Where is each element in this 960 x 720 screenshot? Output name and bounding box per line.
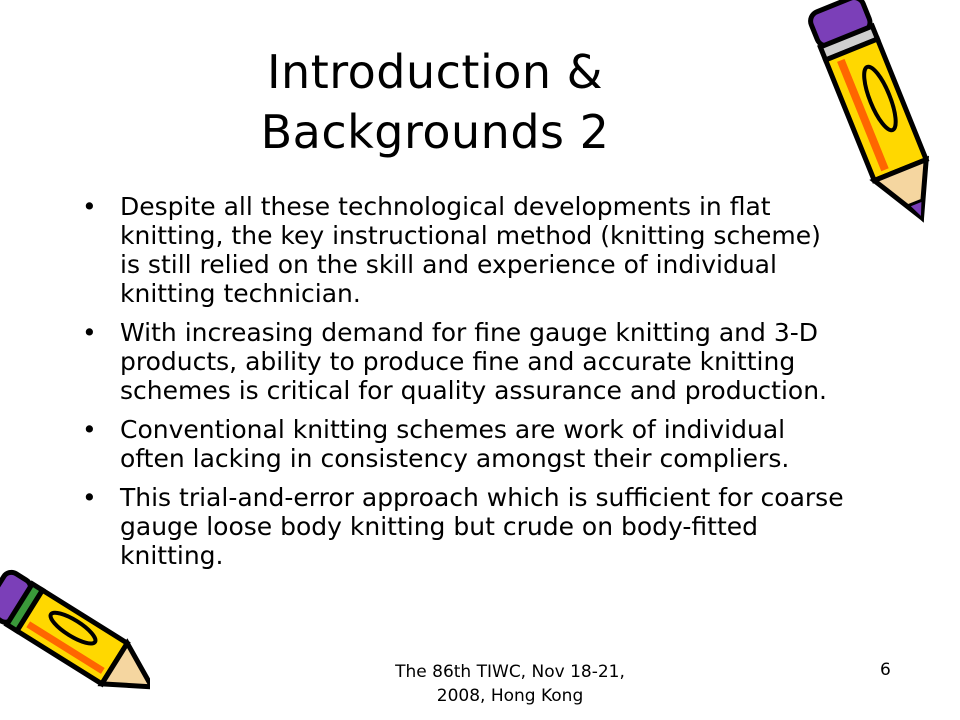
bullet-text: With increasing demand for fine gauge knitting and 3-D products, ability to produce fine and accurate knitting schemes is critical for quality assurance and production. — [120, 318, 827, 405]
bullet-item — [78, 483, 848, 570]
footer-line-1: The 86th TIWC, Nov 18-21, — [395, 662, 625, 682]
slide-title-line-1: Introduction & — [266, 45, 604, 99]
bullet-item — [78, 318, 848, 405]
slide-footer — [370, 660, 650, 708]
footer-line-2: 2008, Hong Kong — [436, 686, 584, 706]
bullet-item — [78, 192, 848, 308]
bullet-dot: • — [82, 192, 97, 221]
slide-title-line-2: Backgrounds 2 — [260, 105, 610, 159]
pencil-clipart-bottom-left-icon — [0, 560, 150, 720]
bullet-list — [78, 192, 848, 580]
bullet-text: Despite all these technological developments in flat knitting, the key instructional method (knitting scheme) is still relied on the skill and experience of individual knitting technician. — [120, 192, 821, 308]
bullet-text: This trial-and-error approach which is sufficient for coarse gauge loose body knitting but crude on body-fitted knitting. — [120, 483, 844, 570]
bullet-dot: • — [82, 483, 97, 512]
page-number: 6 — [880, 660, 891, 680]
slide-title — [150, 42, 720, 162]
bullet-dot: • — [82, 415, 97, 444]
bullet-dot: • — [82, 318, 97, 347]
bullet-text: Conventional knitting schemes are work of individual often lacking in consistency amongst their compliers. — [120, 415, 790, 473]
bullet-item — [78, 415, 848, 473]
